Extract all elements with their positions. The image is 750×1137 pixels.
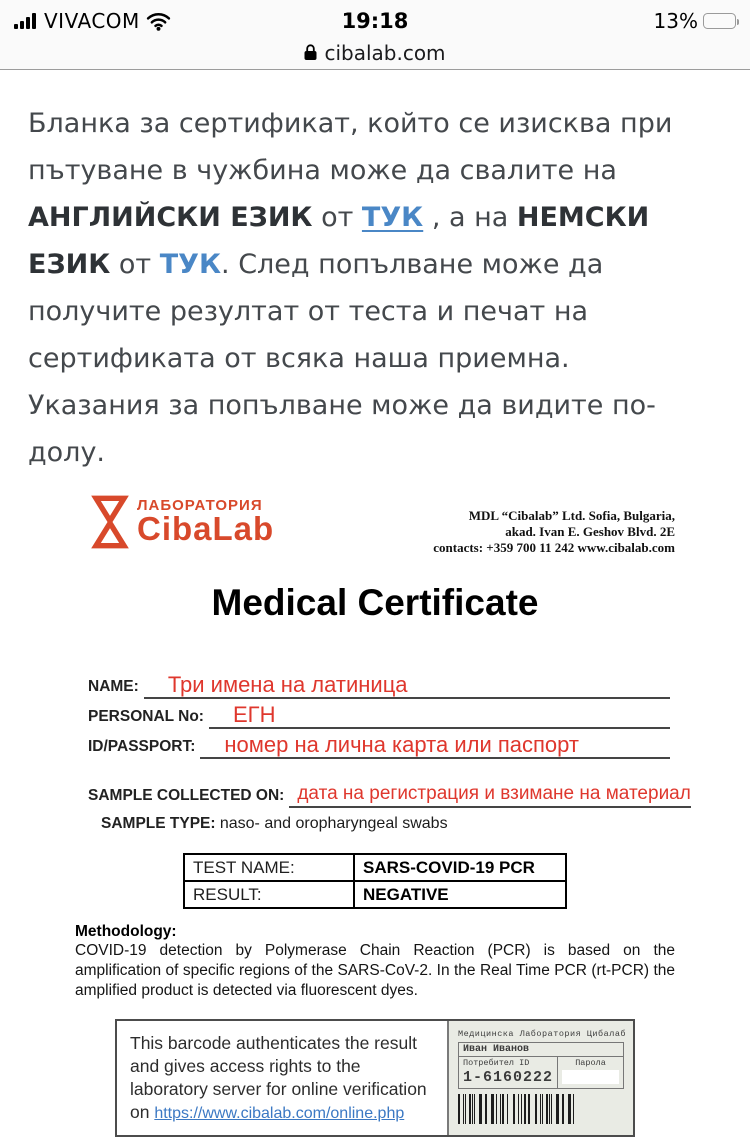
intro-german-bold: НЕМСКИ ЕЗИК: [28, 202, 650, 280]
personal-no-field-row: [88, 702, 670, 729]
id-passport-label: ID/PASSPORT:: [88, 738, 196, 755]
barcode-description-text: This barcode authenticates the result and gives access rights to the laboratory server for online verification on: [130, 1033, 427, 1122]
id-passport-annotation: номер на лична карта или паспорт: [224, 732, 579, 757]
cibalab-logo: [87, 494, 274, 550]
barcode-description: [117, 1021, 447, 1135]
name-field-row: [88, 672, 670, 699]
label-password-cell: [558, 1057, 623, 1088]
result-value-cell: NEGATIVE: [354, 881, 566, 908]
certificate-title: Medical Certificate: [211, 582, 539, 623]
name-underline: [144, 672, 670, 699]
personal-no-underline: [209, 702, 670, 729]
certificate-image: [75, 494, 691, 1137]
methodology-section: [75, 923, 675, 1001]
name-label: NAME:: [88, 678, 139, 695]
name-annotation: Три имена на латиница: [167, 672, 408, 697]
url-domain: cibalab.com: [324, 40, 446, 65]
personal-no-annotation: ЕГН: [232, 702, 276, 727]
sample-type-label: SAMPLE TYPE:: [101, 815, 216, 832]
result-cell: RESULT:: [184, 881, 354, 908]
sample-collected-label: SAMPLE COLLECTED ON:: [88, 787, 285, 804]
label-patient-name: Иван Иванов: [459, 1043, 623, 1057]
test-name-value-cell: SARS-COVID-19 PCR: [354, 854, 566, 881]
certificate-fields: [88, 672, 691, 833]
label-credentials-row: [459, 1057, 623, 1088]
address-line-2: akad. Ivan E. Geshov Blvd. 2E: [505, 524, 675, 539]
carrier-label: VIVACOM: [44, 9, 140, 33]
methodology-text: COVID-19 detection by Polymerase Chain Reaction (PCR) is based on the amplification of specific regions of the SARS-CoV-2. In the Real Time PCR (rt-PCR) the amplified product is detected via fluorescent dyes.: [75, 942, 675, 999]
address-line-3: contacts: +359 700 11 242 www.cibalab.com: [433, 540, 675, 555]
lab-label-card: [447, 1021, 633, 1135]
intro-text-1: Бланка за сертификат, който се изисква при пътуване в чужбина може да свалите на: [28, 108, 673, 186]
status-bar: [0, 0, 750, 36]
sample-type-row: [101, 815, 670, 833]
sample-collected-underline: [289, 781, 691, 808]
password-label: Парола: [575, 1058, 606, 1068]
password-blank-field: [562, 1070, 619, 1084]
user-id-label: Потребител ID: [463, 1058, 530, 1068]
personal-no-label: PERSONAL No:: [88, 708, 204, 725]
sample-collected-annotation: дата на регистрация и взимане на материал: [297, 783, 691, 804]
label-credentials-table: [458, 1042, 624, 1089]
logo-laboratory-label: ЛАБОРАТОРИЯ: [137, 496, 263, 514]
label-lab-name: Медицинска Лаборатория Цибалаб: [458, 1029, 627, 1039]
clock: 19:18: [341, 9, 409, 33]
intro-from-2: от: [110, 249, 160, 280]
barcode-box: [115, 1019, 635, 1137]
user-id-value: 1-6160222: [463, 1069, 554, 1086]
download-german-link[interactable]: ТУК: [159, 249, 222, 280]
lab-address-block: [433, 508, 675, 556]
logo-cibalab-label: CibaLab: [137, 509, 275, 547]
intro-paragraph: [28, 100, 688, 476]
id-passport-field-row: [88, 732, 670, 759]
id-passport-underline: [200, 732, 670, 759]
table-row-test-name: [184, 854, 566, 881]
certificate-header: [75, 494, 675, 556]
logo-text: [137, 497, 274, 548]
download-english-link[interactable]: ТУК: [361, 202, 424, 233]
result-table: [183, 853, 567, 909]
sample-collected-field-row: [88, 781, 691, 808]
cibalab-logo-mark-icon: [87, 494, 133, 550]
table-row-result: [184, 881, 566, 908]
lock-icon: [304, 44, 317, 61]
intro-from-1: от: [312, 202, 362, 233]
barcode-stripes: [458, 1094, 576, 1124]
address-line-1: MDL “Cibalab” Ltd. Sofia, Bulgaria,: [468, 508, 675, 523]
sample-type-value: naso- and oropharyngeal swabs: [219, 815, 448, 832]
label-user-id-cell: [459, 1057, 558, 1088]
test-name-cell: TEST NAME:: [184, 854, 354, 881]
intro-english-bold: АНГЛИЙСКИ ЕЗИК: [28, 202, 313, 233]
intro-text-3: . След попълване може да получите резултат от теста и печат на сертификата от всяка наша приемна. Указания за попълване може да видите по-долу.: [28, 249, 656, 468]
battery-tip: [737, 19, 740, 25]
intro-text-2: , а на: [423, 202, 517, 233]
battery-icon: [703, 13, 736, 29]
online-verification-link[interactable]: https://www.cibalab.com/online.php: [154, 1105, 405, 1122]
battery-percent-label: 13%: [653, 9, 698, 33]
url-bar[interactable]: [0, 36, 750, 70]
status-bar-right: [654, 9, 736, 33]
methodology-title: Methodology:: [75, 923, 177, 940]
